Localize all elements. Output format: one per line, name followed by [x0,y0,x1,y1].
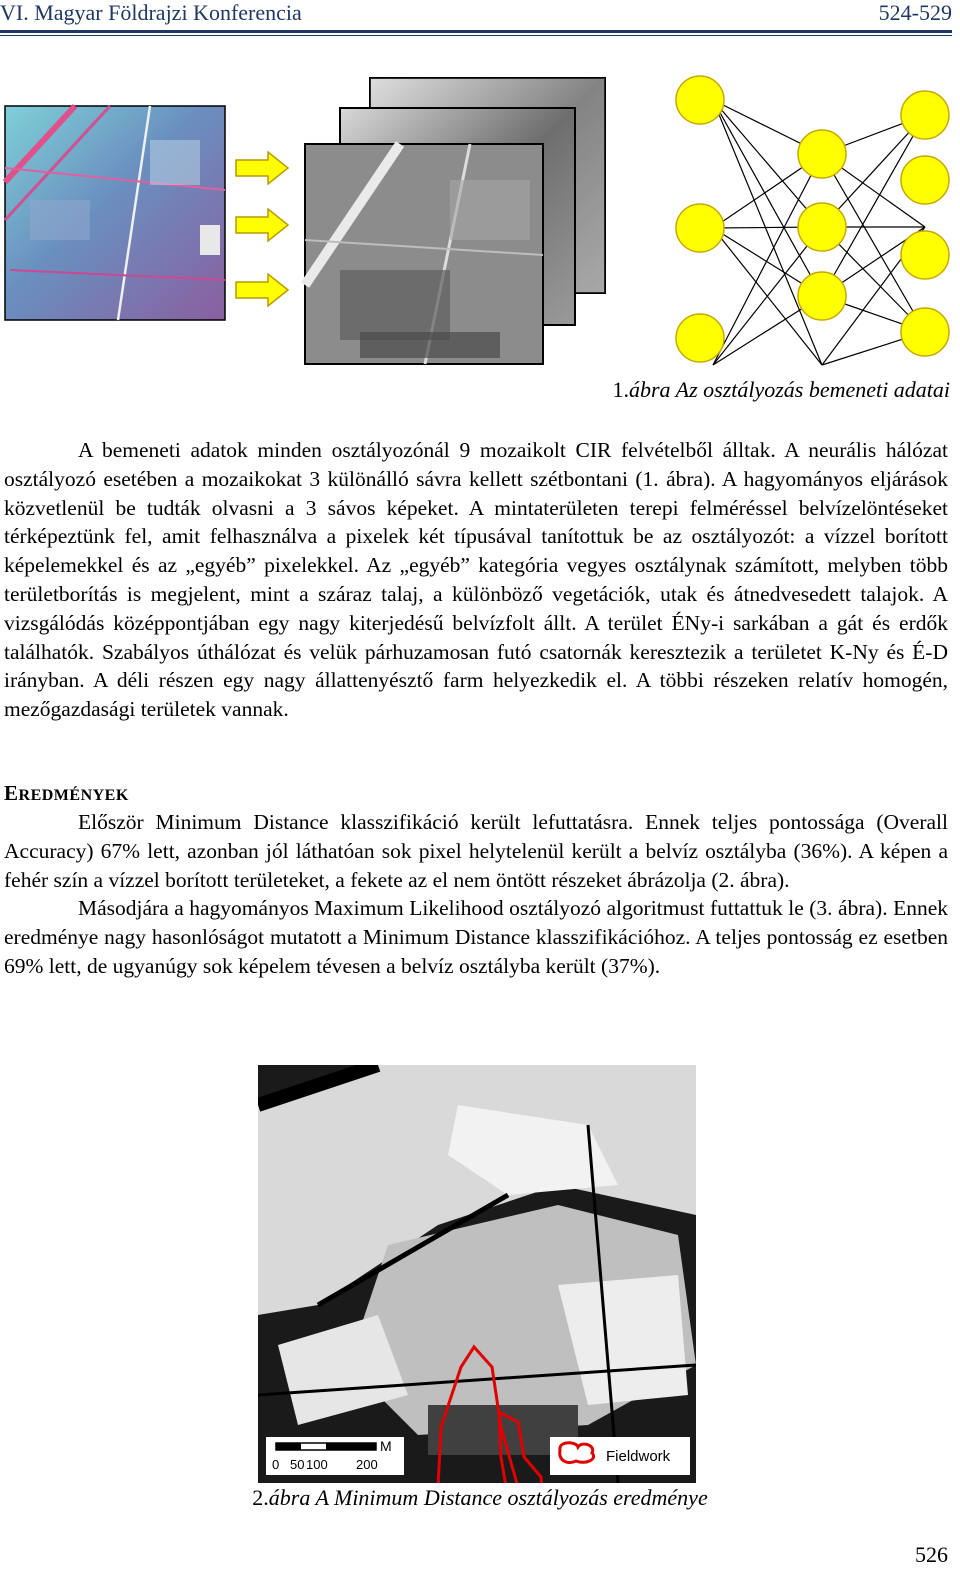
legend-label: Fieldwork [606,1448,671,1465]
header-rule [0,35,952,36]
input-node [676,76,724,124]
paragraph-results [4,808,948,981]
hidden-node [798,203,846,251]
input-arrows [236,152,288,306]
scale-bar [266,1437,404,1475]
figure-1-caption-number: 1. [612,377,629,402]
paragraph-input-data [4,436,948,724]
scale-tick-200: 200 [356,1457,378,1472]
figure-1 [0,70,960,370]
figure-2 [258,1065,696,1483]
running-header [0,0,952,33]
input-node [676,204,724,252]
page-number: 526 [915,1542,948,1567]
legend [550,1437,690,1475]
output-node [901,231,949,279]
section-heading-results [4,781,129,806]
cir-image [5,106,225,320]
network-nodes [676,76,949,362]
arrow-icon [236,274,288,306]
figure-2-caption-text: ábra A Minimum Distance osztályozás eredménye [268,1485,708,1510]
paragraph-2: Először Minimum Distance klasszifikáció került lefuttatásra. Ennek teljes pontossága (Overall Accuracy) 67% lett, azonban jól láthatóan sok pixel helytelenül került a belvíz osztályba (36%). A képen a fehér szín a vízzel borított területeket, a fekete az el nem öntött részeket ábrázolja (2. ábra). [4,810,948,892]
figure-1-caption-text: ábra Az osztályozás bemeneti adatai [628,377,950,402]
scale-tick-50: 50 [290,1457,305,1472]
section-heading-initial: E [4,781,19,805]
page-range: 524-529 [878,0,952,25]
output-node [901,308,949,356]
figure-2-caption-number: 2. [252,1485,269,1510]
figure-2-caption [0,1485,960,1511]
paragraph-1: A bemeneti adatok minden osztályozónál 9 mozaikolt CIR felvételből álltak. A neurális hálózat osztályozó esetében a mozaikokat 3 különálló sávra kellett szétbontani (1. ábra). A hagyományos eljárások közvetlenül be tudták olvasni a 3 sávos képeket. A mintaterületen terepi felméréssel belvízelöntéseket térképeztünk fel, amit felhasználva a pixelek két típusával tanítottuk be az osztályozót: a vízzel borított képelemekkel és az „egyéb” pixelekkel. Az „egyéb” kategória vegyes osztálynak számított, melyben több területborítás is megjelent, mint a száraz talaj, a különböző vegetációk, utak és átnedvesedett talajok. A vizsgálódás középpontjában egy nagy kiterjedésű belvízfolt állt. A terület ÉNy-i sarkában a gát és erdők találhatók. Szabályos úthálózat és velük párhuzamosan futó csatornák keresztezik a területet K-Ny és É-D irányban. A déli részen egy nagy állattenyésztő farm helyezkedik el. A többi részeken relatív homogén, mezőgazdasági területek vannak. [4,438,948,722]
hidden-node [798,272,846,320]
conference-title: VI. Magyar Földrajzi Konferencia [0,0,302,25]
scale-unit: M [380,1438,392,1454]
hidden-node [798,130,846,178]
input-node [676,314,724,362]
arrow-icon [236,209,288,241]
figure-1-caption [612,377,950,403]
scale-tick-0: 0 [272,1457,280,1472]
scale-tick-100: 100 [306,1457,328,1472]
band-image-1 [305,144,543,364]
output-node [901,156,949,204]
section-heading-rest: REDMÉNYEK [18,787,129,804]
output-node [901,91,949,139]
arrow-icon [236,152,288,184]
paragraph-3: Másodjára a hagyományos Maximum Likelihood osztályozó algoritmust futtattuk le (3. ábra). Ennek eredménye nagy hasonlóságot mutatott a Minimum Distance klasszifikációhoz. A teljes pontosság ez esetben 69% lett, de ugyanúgy sok képelem tévesen a belvíz osztályba került (37%). [4,896,948,978]
